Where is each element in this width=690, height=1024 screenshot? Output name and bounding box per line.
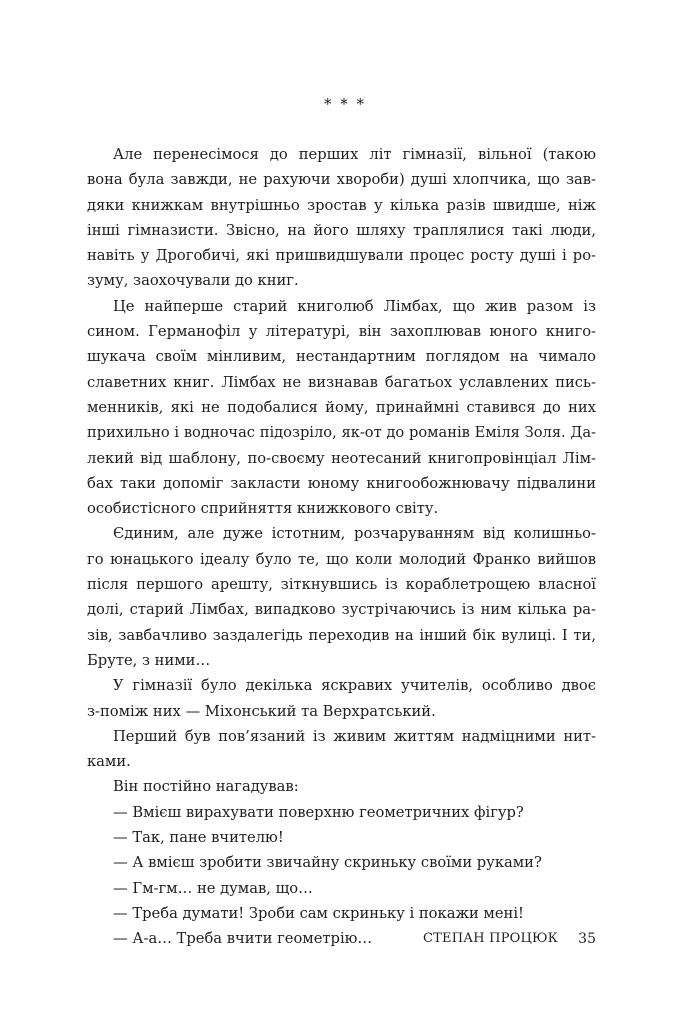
dialogue-line: — А-а… Треба вчити геометрію… [113, 930, 373, 948]
dialogue-line: — Вмієш вирахувати поверхню геометричних фігур? [113, 803, 524, 821]
text-line: бах таки допоміг закласти юному книгообожнювачу підвалини [87, 474, 596, 492]
text-line: ками. [87, 753, 131, 771]
text-line: Єдиним, але дуже істотним, розчаруванням від колишньо- [113, 525, 596, 543]
text-line: менників, які не подобалися йому, принаймні ставився до них [87, 398, 596, 416]
text-line: Він постійно нагадував: [113, 778, 299, 796]
text-line: інші гімназисти. Звісно, на його шляху траплялися такі люди, [87, 221, 596, 239]
running-footer [423, 929, 596, 949]
dialogue-line: — Так, пане вчителю! [113, 829, 284, 847]
text-line: особистісного сприйняття книжкового світу. [87, 500, 439, 518]
body-text [87, 142, 596, 952]
text-line: зів, завбачливо заздалегідь переходив на інший бік вулиці. І ти, [87, 626, 596, 644]
text-line: Але перенесімося до перших літ гімназії, вільної (такою [113, 146, 596, 163]
text-line: дяки книжкам внутрішньо зростав у кілька разів швидше, ніж [87, 196, 596, 214]
text-line: Це найперше старий книголюб Лімбах, що жив разом із [113, 297, 596, 315]
page-number: 35 [578, 931, 596, 947]
section-separator: * * * [323, 95, 367, 113]
text-line: після першого арешту, зіткнувшись із кораблетрощею власної [87, 576, 596, 594]
text-line: прихильно і водночас підозріло, як-от до романів Еміля Золя. Да- [87, 424, 596, 442]
text-line: долі, старий Лімбах, випадково зустрічаючись із ним кілька ра- [87, 601, 596, 619]
dialogue-line: — А вмієш зробити звичайну скриньку своїми руками? [113, 854, 542, 872]
running-footer-author: СТЕПАН ПРОЦЮК [423, 931, 559, 946]
text-line: Перший був пов’язаний із живим життям надміцними нит- [113, 727, 596, 745]
dialogue-line: — Гм-гм… не думав, що… [113, 879, 313, 897]
text-line: сином. Германофіл у літературі, він захоплював юного книго- [87, 323, 596, 341]
text-line: зуму, заохочували до книг. [87, 272, 299, 290]
text-line: шукача своїм мінливим, нестандартним поглядом на чимало [87, 348, 596, 366]
text-line: Бруте, з ними… [87, 651, 211, 669]
text-line: вона була завжди, не рахуючи хвороби) душі хлопчика, що зав- [87, 171, 596, 189]
dialogue-line: — Треба думати! Зроби сам скриньку і покажи мені! [113, 904, 524, 922]
text-line: славетних книг. Лімбах не визнавав багатьох уславлених пись- [87, 373, 596, 391]
text-line: У гімназії було декілька яскравих учителів, особливо двоє [113, 677, 596, 695]
text-line: го юнацького ідеалу було те, що коли молодий Франко вийшов [87, 550, 596, 568]
text-line: з-поміж них — Міхонський та Верхратський. [87, 702, 436, 720]
text-line: лекий від шаблону, по-своєму неотесаний книгопровінціал Лім- [87, 449, 596, 467]
text-line: навіть у Дрогобичі, які пришвидшували процес росту душі і ро- [87, 247, 596, 265]
